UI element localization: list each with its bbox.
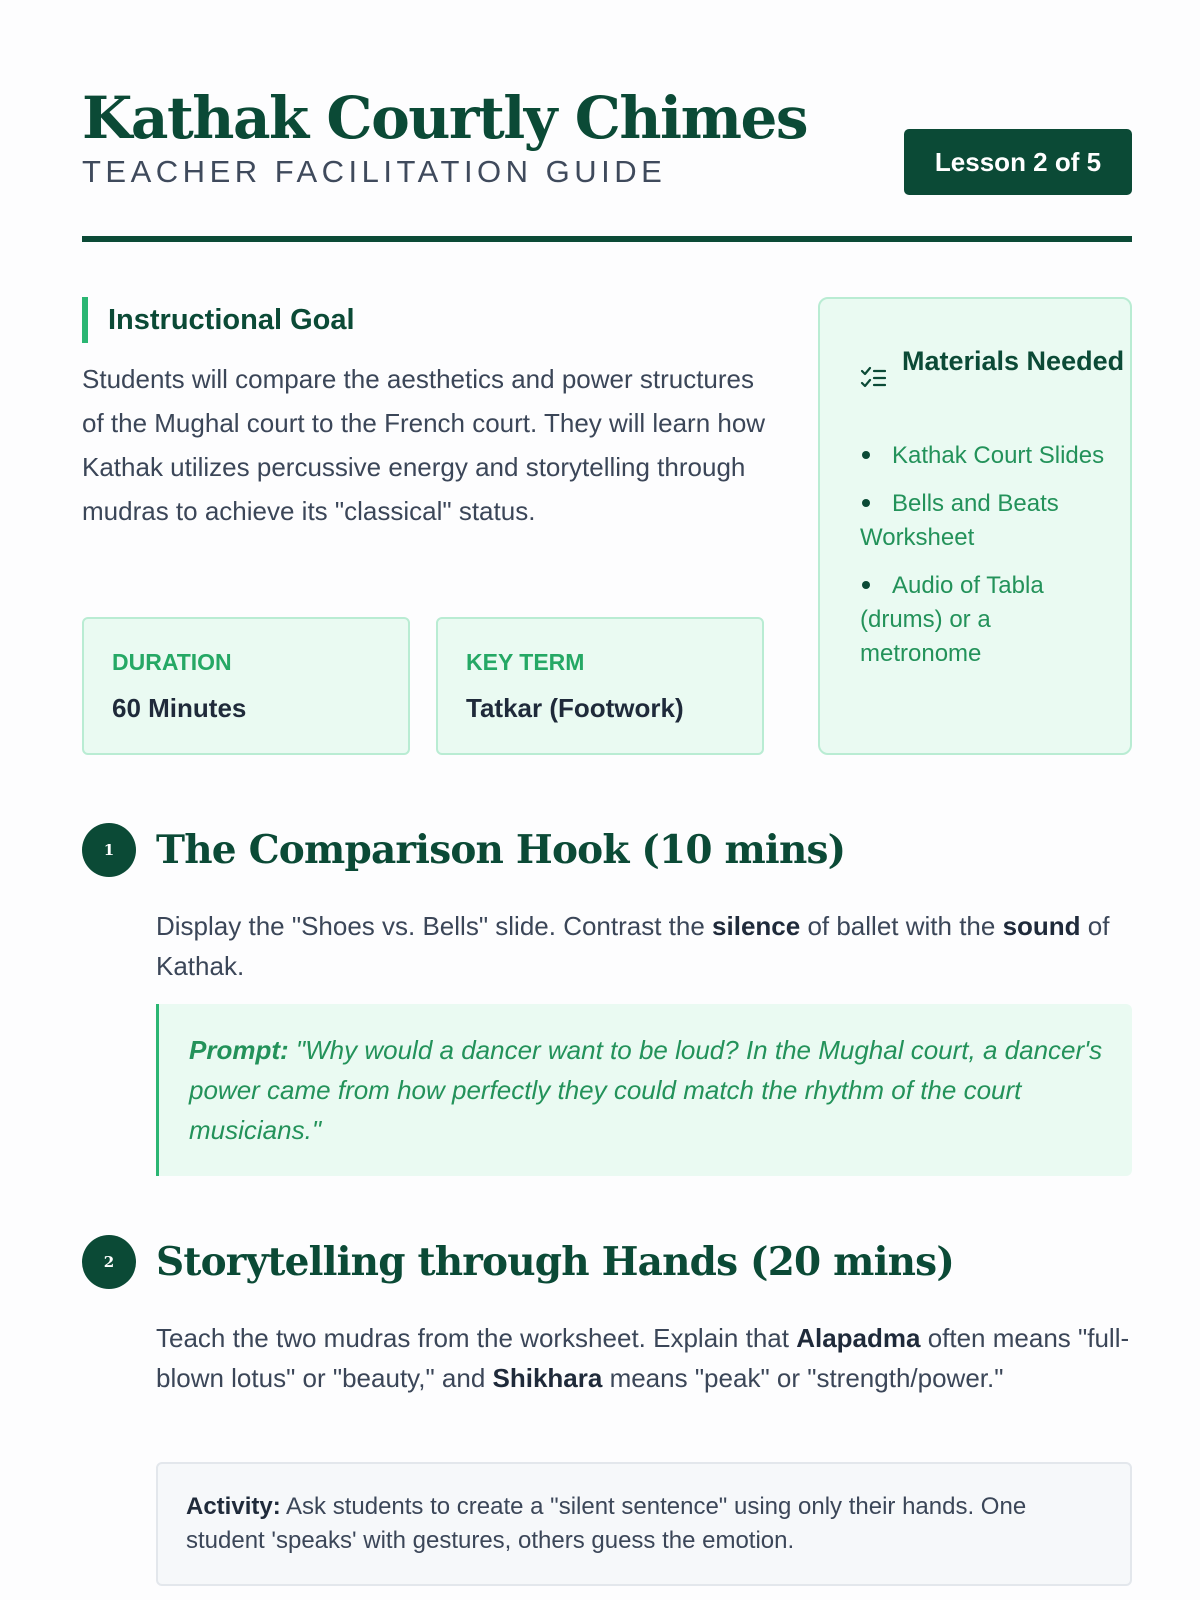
material-label: Bells and Beats Worksheet bbox=[860, 490, 1059, 551]
duration-card bbox=[82, 617, 410, 755]
instructional-goal-section bbox=[82, 297, 766, 533]
activity-label: Activity: bbox=[186, 1493, 281, 1520]
goal-accent-bar bbox=[82, 297, 88, 343]
text-run: of ballet with the bbox=[800, 911, 1003, 941]
materials-panel bbox=[818, 297, 1132, 755]
duration-label: DURATION bbox=[112, 649, 232, 675]
emphasis-text: Alapadma bbox=[796, 1323, 921, 1353]
guide-header bbox=[82, 82, 1132, 242]
bullet-icon bbox=[862, 499, 870, 507]
page-subtitle: TEACHER FACILITATION GUIDE bbox=[82, 154, 667, 189]
list-item bbox=[860, 487, 1110, 555]
step-title: The Comparison Hook (10 mins) bbox=[156, 827, 846, 873]
emphasis-text: silence bbox=[712, 911, 801, 941]
list-item bbox=[860, 569, 1110, 671]
materials-heading bbox=[860, 341, 1130, 421]
materials-title: Materials Needed bbox=[902, 346, 1125, 376]
step-number-badge: 2 bbox=[82, 1235, 136, 1289]
key-term-value: Tatkar (Footwork) bbox=[466, 693, 684, 723]
text-run: means "peak" or "strength/power." bbox=[602, 1363, 1004, 1393]
text-run: Teach the two mudras from the worksheet. Explain that bbox=[156, 1323, 797, 1353]
material-label: Kathak Court Slides bbox=[892, 442, 1105, 469]
emphasis-text: sound bbox=[1002, 911, 1081, 941]
text-run: of Kathak. bbox=[156, 911, 1110, 981]
key-term-label: KEY TERM bbox=[466, 649, 585, 675]
page-title: Kathak Courtly Chimes bbox=[82, 84, 807, 152]
prompt-text: "Why would a dancer want to be loud? In the Mughal court, a dancer's power came from how perfectly they could match the rhythm of the court musicians." bbox=[189, 1035, 1103, 1145]
discussion-prompt bbox=[156, 1004, 1132, 1176]
step-description bbox=[156, 1318, 1132, 1398]
bullet-icon bbox=[862, 581, 870, 589]
activity-text: Ask students to create a "silent sentence" using only their hands. One student 'speaks' with gestures, others guess the emotion. bbox=[186, 1493, 1027, 1554]
activity-box bbox=[156, 1462, 1132, 1586]
step-number-badge: 1 bbox=[82, 823, 136, 877]
emphasis-text: Shikhara bbox=[492, 1363, 603, 1393]
step-title: Storytelling through Hands (20 mins) bbox=[156, 1239, 954, 1285]
lesson-progress-badge: Lesson 2 of 5 bbox=[904, 129, 1132, 195]
key-term-card bbox=[436, 617, 764, 755]
step-description bbox=[156, 906, 1132, 986]
goal-heading bbox=[82, 297, 762, 343]
prompt-label: Prompt: bbox=[189, 1035, 289, 1065]
material-label: Audio of Tabla (drums) or a metronome bbox=[860, 572, 1044, 667]
text-run: often means "full-blown lotus" or "beauty," and bbox=[156, 1323, 1130, 1393]
goal-title: Instructional Goal bbox=[108, 304, 355, 336]
goal-text: Students will compare the aesthetics and power structures of the Mughal court to the French court. They will learn how Kathak utilizes percussive energy and storytelling through mudras to achieve its "classical" status. bbox=[82, 364, 766, 526]
checklist-icon bbox=[860, 363, 886, 393]
text-run: Display the "Shoes vs. Bells" slide. Contrast the bbox=[156, 911, 713, 941]
duration-value: 60 Minutes bbox=[112, 693, 247, 723]
list-item bbox=[860, 439, 1110, 473]
bullet-icon bbox=[862, 451, 870, 459]
header-divider bbox=[82, 236, 1132, 242]
materials-list bbox=[860, 439, 1110, 671]
